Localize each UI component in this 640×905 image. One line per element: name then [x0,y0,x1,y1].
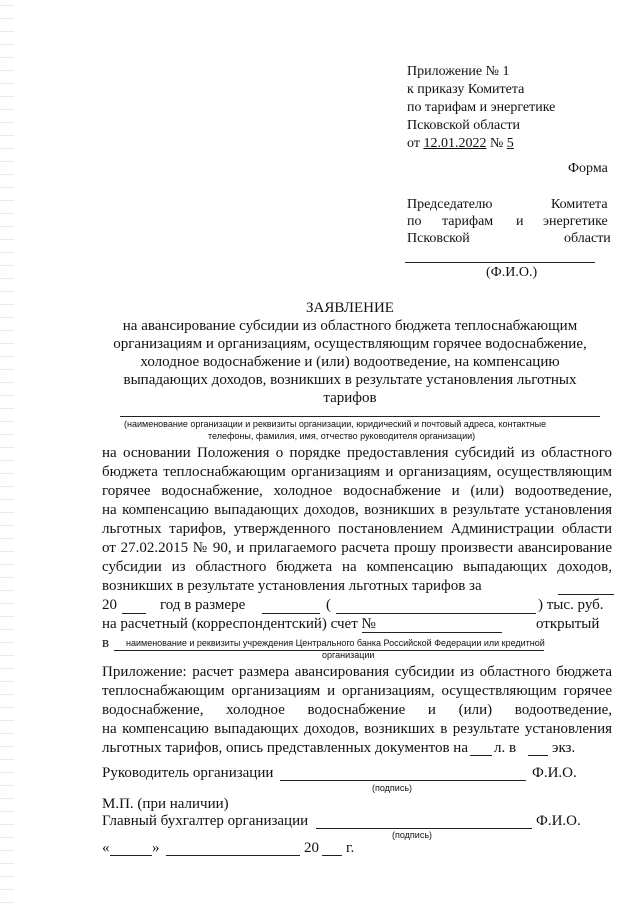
body-line: от 27.02.2015 № 90, и прилагаемого расчета прошу произвести авансирование [102,540,612,556]
bank-hint-1: наименование и реквизиты учреждения Центрального банка Российской Федерации или кредитной [126,638,545,648]
amount-field[interactable] [262,613,320,614]
head-signature-field[interactable] [280,780,526,781]
subtitle-line: организациям и организациям, осуществляющим горячее водоснабжение, [113,336,587,352]
form-label: Форма [568,161,608,176]
subtitle-line: тарифов [323,390,377,406]
amount-label: год в размере [160,597,246,613]
body-line: на основании Положения о порядке предоставления субсидий из областного [102,445,612,461]
addressee-l1-a: Председателю [407,197,493,212]
accountant-label: Главный бухгалтер организации [102,813,309,829]
addressee-l2-c: и [516,214,524,229]
subtitle-line: холодное водоснабжение и (или) водоотведение, на компенсацию [140,354,560,370]
pages-field[interactable] [470,755,492,756]
number-prefix: № [489,136,504,151]
accountant-fio: Ф.И.О. [536,813,581,829]
subtitle-line: на авансирование субсидии из областного бюджета теплоснабжающим [122,318,578,334]
attachment-line: теплоснабжающим организациям и организациям, осуществляющим горячее [102,683,612,699]
year-prefix-2: 20 [304,840,319,856]
account-field[interactable] [362,632,502,633]
addressee-l2-b: тарифам [442,214,494,229]
body-line: субсидии из областного бюджета на компенсацию выпадающих доходов, [102,559,612,575]
accountant-sign-hint: (подпись) [392,830,433,840]
date-prefix: от [407,136,420,151]
seal-label: М.П. (при наличии) [102,796,229,812]
document-title: ЗАЯВЛЕНИЕ [306,300,394,316]
appendix-date-line [407,135,514,152]
period-field[interactable] [558,594,614,595]
order-number: 5 [506,136,514,151]
body-line: бюджета теплоснабжающим организациям и организациям, осуществляющим [102,464,612,480]
appendix-line-3: по тарифам и энергетике [407,100,556,115]
body-line: горячее водоснабжение, холодное водоснабжение и (или) водоотведение, [102,483,612,499]
sign-year-field[interactable] [322,855,342,856]
copies-field[interactable] [528,755,548,756]
appendix-line-4: Псковской области [407,118,521,133]
attachment-last-b: л. в [494,740,517,756]
appendix-line-2: к приказу Комитета [407,82,525,97]
amount-open-paren: ( [326,597,331,613]
date-close-quote: » [152,840,160,856]
head-label: Руководитель организации [102,765,274,781]
organization-hint-2: телефоны, фамилия, имя, отчество руководителя организации) [208,431,476,441]
addressee-l3-a: Псковской [407,231,470,246]
year-prefix: 20 [102,597,117,613]
day-field[interactable] [110,855,152,856]
account-label: на расчетный (корреспондентский) счет № [102,616,376,632]
year-suffix: г. [346,840,355,856]
attachment-line: Приложение: расчет размера авансирования субсидии из областного бюджета [102,664,612,680]
fio-line [405,262,595,263]
year-field[interactable] [122,613,146,614]
date-open-quote: « [102,840,110,856]
fio-hint: (Ф.И.О.) [486,265,538,280]
attachment-last-a: льготных тарифов, опись представленных документов на [102,740,468,756]
attachment-line: водоснабжение, холодное водоснабжение и (или) водоотведение, [102,702,612,718]
opened-label: открытый [536,616,600,632]
subtitle-line: выпадающих доходов, возникших в результате установления льготных [123,372,577,388]
bank-hint-2: организации [322,650,375,660]
accountant-signature-field[interactable] [316,828,532,829]
addressee-l1-b: Комитета [551,197,608,212]
body-line: на компенсацию выпадающих доходов, возникших в результате установления [102,502,612,518]
organization-line [120,416,600,417]
head-sign-hint: (подпись) [372,783,413,793]
head-fio: Ф.И.О. [532,765,577,781]
addressee-l3-b: области [564,231,611,246]
amount-words-field[interactable] [336,613,536,614]
order-date: 12.01.2022 [423,136,487,151]
month-field[interactable] [166,855,300,856]
attachment-last-c: экз. [552,740,576,756]
bank-prefix: в [102,635,110,651]
scan-edge-noise [0,0,14,905]
amount-unit: ) тыс. руб. [538,597,604,613]
body-line: льготных тарифов, утвержденного постановлением Администрации области [102,521,612,537]
appendix-line-1: Приложение № 1 [407,64,510,79]
attachment-line: на компенсацию выпадающих доходов, возникших в результате установления [102,721,612,737]
addressee-l2-a: по [407,214,422,229]
period-line-label: возникших в результате установления льготных тарифов за [102,578,482,594]
addressee-l2-d: энергетике [543,214,608,229]
organization-hint-1: (наименование организации и реквизиты организации, юридический и почтовый адреса, контактные [124,419,547,429]
